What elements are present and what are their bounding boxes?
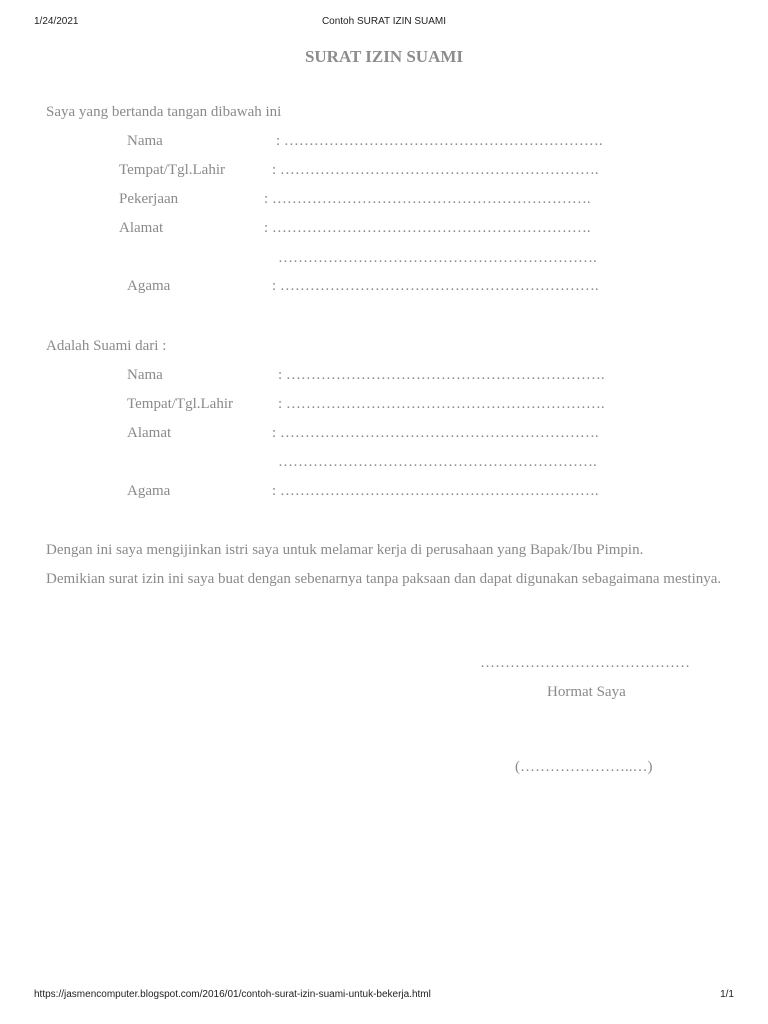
- s1-nama-label: Nama: [127, 133, 163, 149]
- s1-agama-label: Agama: [127, 278, 171, 294]
- print-title: Contoh SURAT IZIN SUAMI: [321, 16, 447, 27]
- s2-agama-value: : ……………………………………………………….: [272, 483, 599, 499]
- s2-nama-label: Nama: [127, 367, 163, 383]
- print-date: 1/24/2021: [34, 16, 79, 27]
- s1-pekerjaan-label: Pekerjaan: [119, 191, 179, 207]
- section2-intro: Adalah Suami dari :: [46, 338, 167, 354]
- s2-ttl-label: Tempat/Tgl.Lahir: [127, 396, 233, 412]
- s1-nama-value: : ……………………………………………………….: [276, 133, 603, 149]
- s2-alamat-label: Alamat: [127, 425, 172, 441]
- print-url: https://jasmencomputer.blogspot.com/2016/01/contoh-surat-izin-suami-untuk-bekerja.html: [34, 989, 431, 1000]
- s2-alamat-value: : ……………………………………………………….: [272, 425, 599, 441]
- paragraph-permission: Dengan ini saya mengijinkan istri saya untuk melamar kerja di perusahaan yang Bapak/Ibu Pimpin.: [46, 542, 644, 558]
- s1-alamat-value-2: ……………………………………………………….: [278, 250, 597, 266]
- document-title: SURAT IZIN SUAMI: [304, 47, 464, 66]
- s2-alamat-value-2: ……………………………………………………….: [278, 454, 597, 470]
- s1-agama-value: : ……………………………………………………….: [272, 278, 599, 294]
- paragraph-closing: Demikian surat izin ini saya buat dengan sebenarnya tanpa paksaan dan dapat digunakan sebagaimana mestinya.: [46, 571, 722, 587]
- place-date-line: ……………………………………: [480, 655, 690, 671]
- s2-nama-value: : ……………………………………………………….: [278, 367, 605, 383]
- s1-ttl-label: Tempat/Tgl.Lahir: [119, 162, 225, 178]
- s2-ttl-value: : ……………………………………………………….: [278, 396, 605, 412]
- s1-ttl-value: : ……………………………………………………….: [272, 162, 599, 178]
- s1-alamat-value: : ……………………………………………………….: [264, 220, 591, 236]
- intro-text: Saya yang bertanda tangan dibawah ini: [46, 104, 282, 120]
- s1-alamat-label: Alamat: [119, 220, 164, 236]
- closing-text: Hormat Saya: [547, 684, 626, 700]
- s1-pekerjaan-value: : ……………………………………………………….: [264, 191, 591, 207]
- page-number: 1/1: [720, 989, 734, 1000]
- s2-agama-label: Agama: [127, 483, 171, 499]
- signature-line: (…………………..…): [515, 759, 653, 775]
